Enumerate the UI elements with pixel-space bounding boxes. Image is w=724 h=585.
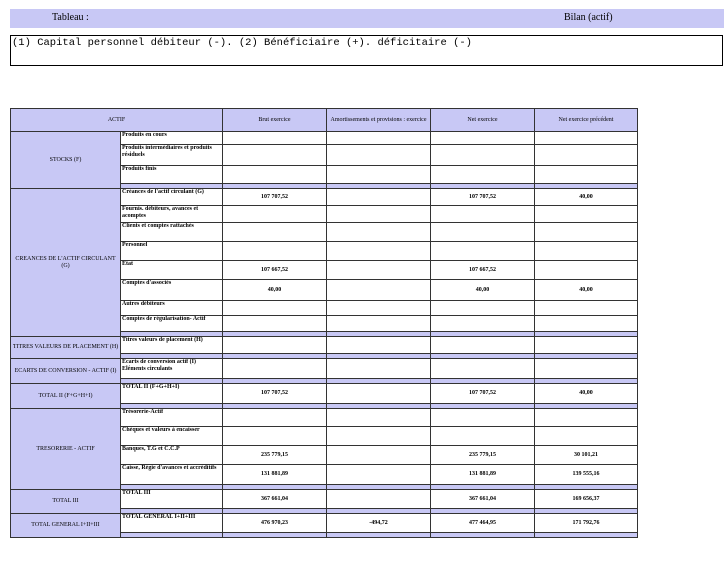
tableau-label: Tableau : <box>52 12 89 23</box>
row-label: Titres valeurs de placement (H) <box>121 337 223 354</box>
title-bar <box>10 9 724 28</box>
row-label: Chèques et valeurs à encaisser <box>121 427 223 446</box>
cell-prev <box>535 427 638 446</box>
cell-prev <box>535 301 638 316</box>
cell-net: 107 667,52 <box>431 261 535 280</box>
table-row <box>11 514 638 533</box>
section-name: TOTAL GENERAL I+II+III <box>11 514 121 538</box>
cell-brut: 40,00 <box>223 280 327 301</box>
table-row <box>11 189 638 206</box>
cell-prev <box>535 145 638 166</box>
cell-prev: 139 555,16 <box>535 465 638 485</box>
legend-note-box <box>10 35 723 66</box>
row-label: Autres débiteurs <box>121 301 223 316</box>
bilan-actif-table <box>10 108 638 538</box>
row-label: Ecarts de conversion actif (I) Eléments circulants <box>121 359 223 379</box>
section-name: CREANCES DE L'ACTIF CIRCULANT (G) <box>11 189 121 337</box>
section-name: TOTAL III <box>11 490 121 514</box>
separator-cell <box>535 533 638 538</box>
row-label: Comptes d'associés <box>121 280 223 301</box>
cell-brut: 107 707,52 <box>223 189 327 206</box>
row-label: Fournis. débiteurs, avances et acomptes <box>121 206 223 223</box>
cell-net <box>431 359 535 379</box>
cell-net <box>431 223 535 242</box>
separator-cell <box>121 533 223 538</box>
cell-prev <box>535 132 638 145</box>
cell-net <box>431 145 535 166</box>
section-name: STOCKS (F) <box>11 132 121 189</box>
separator-cell <box>223 533 327 538</box>
cell-amort <box>327 490 431 509</box>
cell-amort <box>327 409 431 427</box>
cell-prev <box>535 337 638 354</box>
cell-amort <box>327 465 431 485</box>
cell-net: 235 779,15 <box>431 446 535 465</box>
cell-net <box>431 427 535 446</box>
row-label: Personnel <box>121 242 223 261</box>
table-row <box>11 337 638 354</box>
cell-prev: 30 101,21 <box>535 446 638 465</box>
cell-net: 107 707,52 <box>431 384 535 404</box>
cell-prev <box>535 223 638 242</box>
cell-net <box>431 242 535 261</box>
row-label: Produits finis <box>121 166 223 184</box>
row-label: Produits en cours <box>121 132 223 145</box>
cell-prev <box>535 206 638 223</box>
row-label: TOTAL III <box>121 490 223 509</box>
cell-amort <box>327 132 431 145</box>
row-label: Banques, T.G et C.C.P <box>121 446 223 465</box>
cell-amort <box>327 189 431 206</box>
cell-brut <box>223 242 327 261</box>
cell-brut <box>223 223 327 242</box>
row-label: TOTAL GENERAL I+II+III <box>121 514 223 533</box>
cell-net <box>431 409 535 427</box>
table-header-row <box>11 109 638 132</box>
table-row <box>11 359 638 379</box>
cell-net <box>431 132 535 145</box>
col-header-brut: Brut exercice <box>223 109 327 132</box>
cell-amort <box>327 337 431 354</box>
cell-prev <box>535 166 638 184</box>
cell-net <box>431 337 535 354</box>
cell-net <box>431 206 535 223</box>
cell-amort <box>327 145 431 166</box>
cell-net <box>431 166 535 184</box>
cell-amort <box>327 384 431 404</box>
cell-amort <box>327 206 431 223</box>
row-label: Comptes de régularisation- Actif <box>121 316 223 332</box>
row-label: Etat <box>121 261 223 280</box>
cell-brut <box>223 409 327 427</box>
cell-amort <box>327 280 431 301</box>
cell-net: 477 464,95 <box>431 514 535 533</box>
cell-amort <box>327 316 431 332</box>
cell-prev <box>535 409 638 427</box>
cell-brut <box>223 427 327 446</box>
row-label: Créances de l'actif circulant (G) <box>121 189 223 206</box>
section-name: ECARTS DE CONVERSION - ACTIF (I) <box>11 359 121 384</box>
cell-net <box>431 316 535 332</box>
cell-brut: 367 661,04 <box>223 490 327 509</box>
cell-brut <box>223 132 327 145</box>
col-header-net: Net exercice <box>431 109 535 132</box>
cell-brut: 107 707,52 <box>223 384 327 404</box>
cell-net: 131 881,89 <box>431 465 535 485</box>
cell-prev <box>535 359 638 379</box>
section-name: TOTAL II (F+G+H+I) <box>11 384 121 409</box>
cell-amort <box>327 166 431 184</box>
separator-cell <box>327 533 431 538</box>
row-label: Caisse, Régie d'avances et accréditifs <box>121 465 223 485</box>
cell-brut <box>223 301 327 316</box>
cell-brut <box>223 145 327 166</box>
row-label: Trésorerie-Actif <box>121 409 223 427</box>
legend-note: (1) Capital personnel débiteur (-). (2) Bénéficiaire (+). déficitaire (-) <box>12 37 472 49</box>
cell-brut <box>223 316 327 332</box>
cell-amort <box>327 301 431 316</box>
table-row <box>11 132 638 145</box>
cell-amort <box>327 223 431 242</box>
cell-amort <box>327 242 431 261</box>
col-header-actif: ACTIF <box>11 109 223 132</box>
cell-net: 367 661,04 <box>431 490 535 509</box>
cell-prev: 169 656,37 <box>535 490 638 509</box>
cell-prev: 40,00 <box>535 384 638 404</box>
cell-prev <box>535 242 638 261</box>
document-title: Bilan (actif) <box>564 12 613 23</box>
cell-amort <box>327 427 431 446</box>
cell-net: 107 707,52 <box>431 189 535 206</box>
section-name: TRESORERIE - ACTIF <box>11 409 121 490</box>
cell-brut: 107 667,52 <box>223 261 327 280</box>
section-name: TITRES VALEURS DE PLACEMENT (H) <box>11 337 121 359</box>
table-row <box>11 490 638 509</box>
cell-brut <box>223 166 327 184</box>
cell-brut: 476 970,23 <box>223 514 327 533</box>
cell-prev: 40,00 <box>535 280 638 301</box>
cell-amort <box>327 359 431 379</box>
separator-cell <box>431 533 535 538</box>
row-label: TOTAL II (F+G+H+I) <box>121 384 223 404</box>
cell-net <box>431 301 535 316</box>
cell-net: 40,00 <box>431 280 535 301</box>
cell-brut <box>223 337 327 354</box>
table-row <box>11 384 638 404</box>
cell-brut: 131 881,89 <box>223 465 327 485</box>
cell-prev <box>535 261 638 280</box>
row-label: Produits intermédiaires et produits résiduels <box>121 145 223 166</box>
table-row <box>11 409 638 427</box>
cell-prev: 171 792,76 <box>535 514 638 533</box>
row-label: Clients et comptes rattachés <box>121 223 223 242</box>
cell-amort: -494,72 <box>327 514 431 533</box>
cell-brut <box>223 206 327 223</box>
cell-amort <box>327 446 431 465</box>
cell-prev: 40,00 <box>535 189 638 206</box>
cell-brut <box>223 359 327 379</box>
cell-amort <box>327 261 431 280</box>
col-header-prev: Net exercice précédent <box>535 109 638 132</box>
cell-brut: 235 779,15 <box>223 446 327 465</box>
cell-prev <box>535 316 638 332</box>
col-header-amort: Amortissements et provisions : exercice <box>327 109 431 132</box>
